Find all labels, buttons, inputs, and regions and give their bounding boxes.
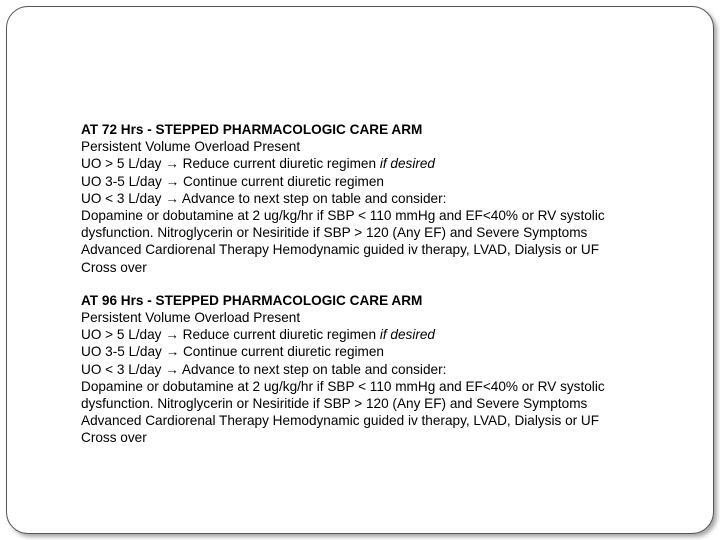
uo-low-line: UO < 3 L/day → Advance to next step on table and consider:: [81, 361, 447, 377]
advanced-therapy-line: Advanced Cardiorenal Therapy Hemodynamic guided iv therapy, LVAD, Dialysis or UF: [81, 242, 600, 258]
slide-frame: [6, 6, 714, 534]
persistent-overload-line: Persistent Volume Overload Present: [81, 139, 301, 155]
uo-high-line: [81, 155, 681, 172]
crossover-line: Cross over: [81, 430, 147, 446]
uo-low-line: UO < 3 L/day → Advance to next step on table and consider:: [81, 190, 447, 206]
uo-high-text: UO > 5 L/day → Reduce current diuretic regimen: [81, 156, 380, 172]
uo-high-emphasis: if desired: [379, 327, 435, 343]
crossover-line: Cross over: [81, 259, 147, 275]
dopamine-line: Dopamine or dobutamine at 2 ug/kg/hr if SBP < 110 mmHg and EF<40% or RV systolic: [81, 378, 605, 394]
uo-high-emphasis: if desired: [379, 156, 435, 172]
dopamine-line: Dopamine or dobutamine at 2 ug/kg/hr if SBP < 110 mmHg and EF<40% or RV systolic: [81, 208, 605, 224]
section-heading: AT 96 Hrs - STEPPED PHARMACOLOGIC CARE ARM: [81, 292, 423, 308]
section-96-hrs: [81, 292, 681, 447]
advanced-therapy-line: Advanced Cardiorenal Therapy Hemodynamic guided iv therapy, LVAD, Dialysis or UF: [81, 413, 600, 429]
slide-content: [81, 121, 681, 447]
uo-high-line: [81, 326, 681, 343]
section-heading: AT 72 Hrs - STEPPED PHARMACOLOGIC CARE ARM: [81, 122, 423, 137]
uo-high-text: UO > 5 L/day → Reduce current diuretic regimen: [81, 327, 380, 343]
dysfunction-line: dysfunction. Nitroglycerin or Nesiritide if SBP > 120 (Any EF) and Severe Symptoms: [81, 225, 588, 241]
uo-mid-line: UO 3-5 L/day → Continue current diuretic regimen: [81, 173, 384, 189]
persistent-overload-line: Persistent Volume Overload Present: [81, 310, 301, 326]
dysfunction-line: dysfunction. Nitroglycerin or Nesiritide if SBP > 120 (Any EF) and Severe Symptoms: [81, 396, 588, 412]
section-72-hrs: [81, 121, 681, 276]
uo-mid-line: UO 3-5 L/day → Continue current diuretic regimen: [81, 344, 384, 360]
